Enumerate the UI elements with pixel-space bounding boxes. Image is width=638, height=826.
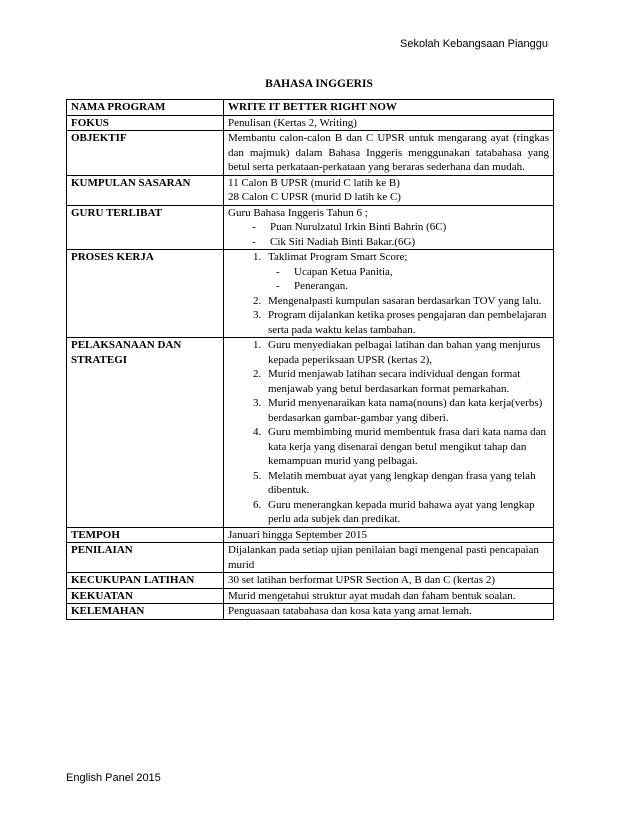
table-row bbox=[67, 131, 554, 176]
row-key: KEKUATAN bbox=[67, 588, 224, 604]
page-header: Sekolah Kebangsaan Pianggu bbox=[399, 38, 548, 50]
table-row bbox=[67, 527, 554, 543]
list-item: - Ucapan Ketua Panitia, bbox=[272, 265, 549, 280]
list-item: 5. Melatih membuat ayat yang lengkap dengan frasa yang telah dibentuk. bbox=[264, 469, 549, 498]
row-value: Penguasaan tatabahasa dan kosa kata yang amat lemah. bbox=[224, 604, 554, 620]
row-value bbox=[224, 338, 554, 528]
list-item-text: Taklimat Program Smart Score; bbox=[268, 251, 408, 263]
table-row bbox=[67, 588, 554, 604]
list-item bbox=[264, 250, 549, 294]
row-value bbox=[224, 175, 554, 205]
table-row bbox=[67, 543, 554, 573]
list-item: 2. Mengenalpasti kumpulan sasaran berdasarkan TOV yang lalu. bbox=[264, 294, 549, 309]
row-value: Dijalankan pada setiap ujian penilaian bagi mengenal pasti pencapaian murid bbox=[224, 543, 554, 573]
table-row bbox=[67, 338, 554, 528]
sub-list bbox=[268, 265, 549, 294]
list-item: - Penerangan. bbox=[272, 279, 549, 294]
list-item: 4. Guru membimbing murid membentuk frasa dari kata nama dan kata kerja yang disenarai dengan betul mengikut tahap dan kemampuan murid yang pelbagai. bbox=[264, 425, 549, 469]
page-footer: English Panel 2015 bbox=[66, 772, 161, 784]
teacher-list bbox=[228, 220, 549, 249]
teacher-intro: Guru Bahasa Inggeris Tahun 6 ; bbox=[228, 206, 368, 219]
row-value: 30 set latihan berformat UPSR Section A, B dan C (kertas 2) bbox=[224, 573, 554, 589]
list-item: 3. Murid menyenaraikan kata nama(nouns) dan kata kerja(verbs) berdasarkan gambar-gambar yang diberi. bbox=[264, 396, 549, 425]
target-line: 28 Calon C UPSR (murid D latih ke C) bbox=[228, 191, 401, 203]
row-key: KELEMAHAN bbox=[67, 604, 224, 620]
row-key: FOKUS bbox=[67, 115, 224, 131]
row-value: Penulisan (Kertas 2, Writing) bbox=[224, 115, 554, 131]
row-key: TEMPOH bbox=[67, 527, 224, 543]
list-item: 1. Guru menyediakan pelbagai latihan dan bahan yang menjurus kepada peperiksaan UPSR (kertas 2), bbox=[264, 338, 549, 367]
list-item: - Puan Nurulzatul Irkin Binti Bahrin (6C) bbox=[252, 220, 549, 235]
strategy-list bbox=[228, 338, 549, 527]
row-key: NAMA PROGRAM bbox=[67, 100, 224, 116]
table-row bbox=[67, 115, 554, 131]
row-key: PENILAIAN bbox=[67, 543, 224, 573]
row-key: OBJEKTIF bbox=[67, 131, 224, 176]
list-item: - Cik Siti Nadiah Binti Bakar.(6G) bbox=[252, 235, 549, 250]
list-item: 2. Murid menjawab latihan secara individual dengan format menjawab yang betul berdasarkan format pemarkahan. bbox=[264, 367, 549, 396]
row-value bbox=[224, 205, 554, 250]
table-row bbox=[67, 604, 554, 620]
table-row bbox=[67, 205, 554, 250]
row-value: Januari hingga September 2015 bbox=[224, 527, 554, 543]
table-row bbox=[67, 175, 554, 205]
row-key: PROSES KERJA bbox=[67, 250, 224, 338]
row-key: GURU TERLIBAT bbox=[67, 205, 224, 250]
row-value: WRITE IT BETTER RIGHT NOW bbox=[224, 100, 554, 116]
table-row bbox=[67, 250, 554, 338]
row-value: Membantu calon-calon B dan C UPSR untuk mengarang ayat (ringkas dan majmuk) dalam Bahasa Inggeris menggunakan tatabahasa yang betul serta perkataan-perkataan yang beraras sederhana dan mudah. bbox=[224, 131, 554, 176]
list-item: 3. Program dijalankan ketika proses pengajaran dan pembelajaran serta pada waktu kelas tambahan. bbox=[264, 308, 549, 337]
target-line: 11 Calon B UPSR (murid C latih ke B) bbox=[228, 176, 400, 189]
list-item: 6. Guru menerangkan kepada murid bahawa ayat yang lengkap perlu ada subjek dan predikat. bbox=[264, 498, 549, 527]
row-key: KECUKUPAN LATIHAN bbox=[67, 573, 224, 589]
table-row bbox=[67, 100, 554, 116]
document-title: BAHASA INGGERIS bbox=[265, 78, 373, 90]
row-key: PELAKSANAAN DAN STRATEGI bbox=[67, 338, 224, 528]
process-list bbox=[228, 250, 549, 337]
row-value: Murid mengetahui struktur ayat mudah dan faham bentuk soalan. bbox=[224, 588, 554, 604]
row-value bbox=[224, 250, 554, 338]
row-key: KUMPULAN SASARAN bbox=[67, 175, 224, 205]
program-table bbox=[66, 99, 554, 620]
table-row bbox=[67, 573, 554, 589]
